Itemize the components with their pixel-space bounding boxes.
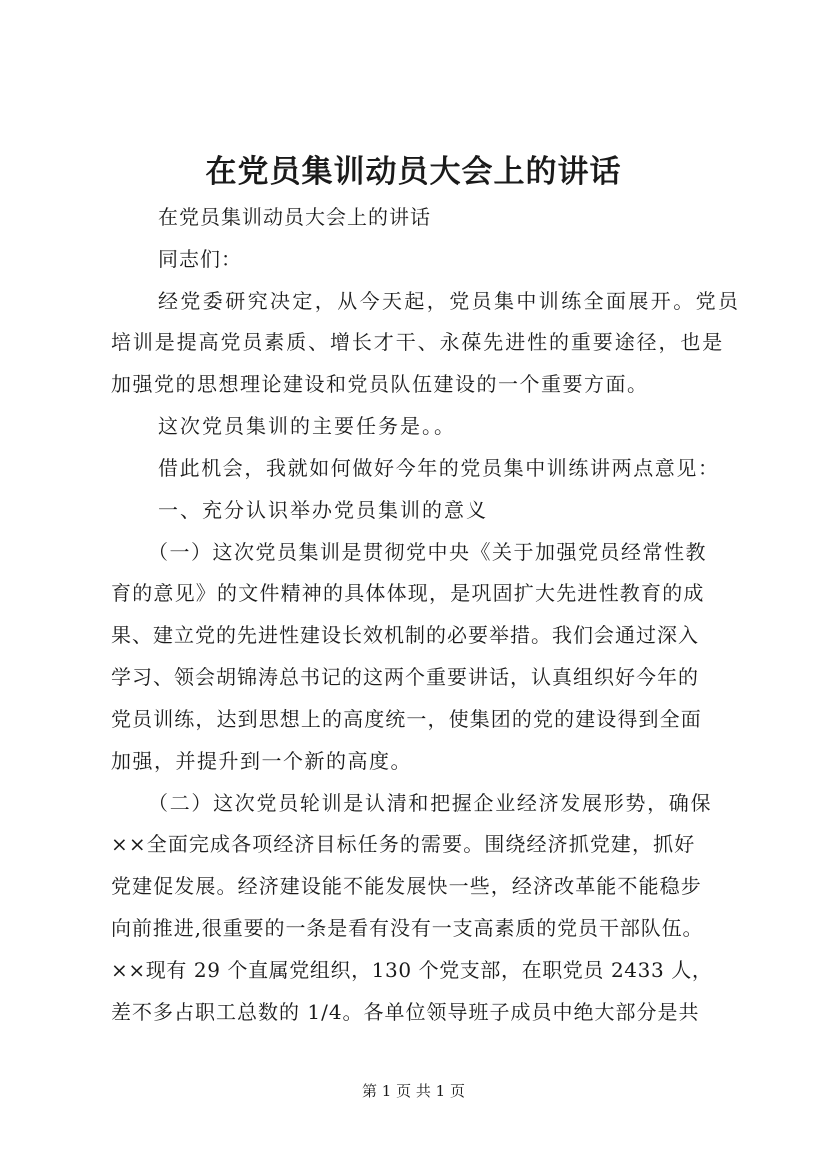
- body-line: 在党员集训动员大会上的讲话: [158, 205, 431, 229]
- body-line: （二）这次党员轮训是认清和把握企业经济发展形势，确保: [148, 791, 713, 815]
- page-footer: 第 1 页 共 1 页: [362, 1082, 465, 1100]
- body-line: 这次党员集训的主要任务是。。: [158, 414, 456, 438]
- body-line: 培训是提高党员素质、增长才干、永葆先进性的重要途径，也是: [111, 330, 725, 354]
- body-line: ××现有 29 个直属党组织，130 个党支部，在职党员 2433 人，: [111, 958, 713, 982]
- body-line: 同志们：: [158, 247, 242, 271]
- body-line: （一）这次党员集训是贯彻党中央《关于加强党员经常性教: [148, 540, 707, 564]
- body-line: 差不多占职工总数的 1/4。各单位领导班子成员中绝大部分是共: [111, 1000, 700, 1024]
- body-line: 党建促发展。经济建设能不能发展快一些，经济改革能不能稳步: [111, 874, 702, 898]
- body-line: 借此机会，我就如何做好今年的党员集中训练讲两点意见：: [158, 456, 720, 480]
- body-line: 党员训练，达到思想上的高度统一，使集团的党的建设得到全面: [111, 707, 702, 731]
- body-line: 加强党的思想理论建设和党员队伍建设的一个重要方面。: [111, 372, 649, 396]
- body-line: 学习、领会胡锦涛总书记的这两个重要讲话，认真组织好今年的: [111, 665, 699, 689]
- body-line: 加强，并提升到一个新的高度。: [111, 749, 412, 773]
- section-heading: 一、充分认识举办党员集训的意义: [158, 498, 488, 522]
- document-title: 在党员集训动员大会上的讲话: [205, 154, 622, 190]
- body-line: 果、建立党的先进性建设长效机制的必要举措。我们会通过深入: [111, 623, 699, 647]
- body-line: 育的意见》的文件精神的具体体现，是巩固扩大先进性教育的成: [111, 581, 705, 605]
- body-line: ××全面完成各项经济目标任务的需要。围绕经济抓党建，抓好: [111, 832, 696, 856]
- body-line: 向前推进,很重要的一条是看有没有一支高素质的党员干部队伍。: [111, 916, 704, 940]
- body-line: 经党委研究决定，从今天起，党员集中训练全面展开。党员: [158, 289, 741, 313]
